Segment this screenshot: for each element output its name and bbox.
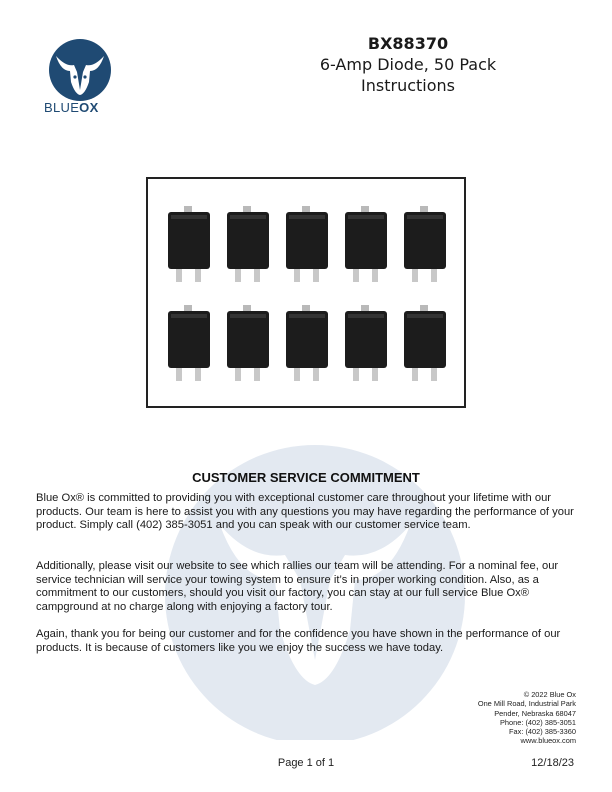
website-link[interactable]: www.blueox.com bbox=[520, 736, 576, 746]
paragraph-commitment: Blue Ox® is committed to providing you with exceptional customer care throughout your lifetime with our products. Our team is here to assist you with any questions you may have regarding the performance of your product. Simply call (402) 385-3051 and you can speak with our customer service team. bbox=[36, 492, 574, 532]
paragraph-rallies: Additionally, please visit our website to see which rallies our team will be attending. For a nominal fee, our service technician will service your towing system to ensure it’s in proper working condition. Also, as a commitment to our customers, should you visit our factory, you can stay at our full service Blue Ox® campground at no charge along with enjoying a factory tour. bbox=[36, 560, 559, 613]
paragraph-thanks: Again, thank you for being our customer and for the confidence you have shown in the performance of our products. It is because of customers like you we enjoy the success we have today. bbox=[36, 628, 561, 654]
address-line-1: One Mill Road, Industrial Park bbox=[477, 699, 576, 709]
diode bbox=[168, 206, 210, 282]
address-line-2: Pender, Nebraska 68047 bbox=[494, 708, 576, 718]
part-number: BX88370 bbox=[367, 34, 449, 53]
diode bbox=[345, 305, 387, 381]
diode bbox=[345, 206, 387, 282]
diode bbox=[286, 206, 328, 282]
diode bbox=[227, 305, 269, 381]
diode bbox=[404, 206, 446, 282]
brand-name-bold: OX bbox=[79, 100, 99, 115]
diode bbox=[168, 305, 210, 381]
diode bbox=[286, 305, 328, 381]
diode bbox=[227, 206, 269, 282]
product-name: 6-Amp Diode, 50 Pack bbox=[319, 55, 497, 74]
page-number: Page 1 of 1 bbox=[277, 757, 335, 769]
fax: Fax: (402) 385-3360 bbox=[509, 727, 576, 737]
product-photo bbox=[146, 177, 466, 408]
document-date: 12/18/23 bbox=[531, 757, 574, 769]
contact-block bbox=[478, 690, 576, 746]
document-header bbox=[300, 34, 516, 96]
copyright: © 2022 Blue Ox bbox=[523, 690, 576, 699]
brand-name-light: BLUE bbox=[44, 100, 80, 115]
brand-wordmark bbox=[44, 100, 99, 115]
diode-array-image bbox=[148, 179, 464, 406]
section-title: CUSTOMER SERVICE COMMITMENT bbox=[192, 470, 420, 485]
document-type: Instructions bbox=[361, 76, 455, 95]
phone: Phone: (402) 385-3051 bbox=[499, 717, 576, 727]
diode bbox=[404, 305, 446, 381]
